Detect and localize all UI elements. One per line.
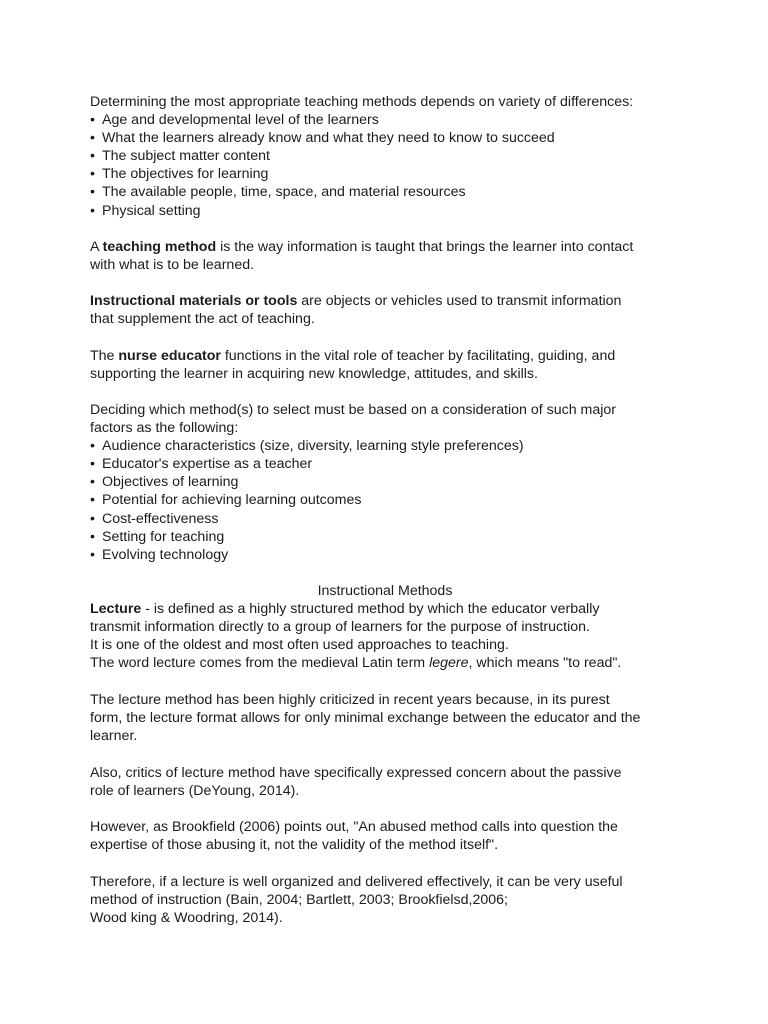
instructional-materials-text: are objects or vehicles used to transmit information	[297, 293, 622, 309]
therefore-line-3: Wood king & Woodring, 2014).	[90, 910, 283, 927]
factors-bullet-list	[90, 437, 680, 564]
lecture-term: Lecture	[90, 601, 142, 617]
teaching-method-text-2: with what is to be learned.	[90, 257, 255, 274]
list-item	[90, 546, 680, 564]
list-item-text: The available people, time, space, and material resources	[102, 184, 466, 201]
bullet-icon: •	[90, 112, 95, 129]
nurse-educator-term: nurse educator	[118, 348, 221, 364]
teaching-method-prefix: A	[90, 239, 103, 255]
deciding-line-2: factors as the following:	[90, 420, 239, 437]
nurse-educator-text-2: supporting the learner in acquiring new knowledge, attitudes, and skills.	[90, 366, 538, 383]
therefore-paragraph	[90, 873, 680, 927]
list-item-text: Physical setting	[102, 202, 201, 219]
teaching-method-term: teaching method	[102, 239, 217, 255]
list-item-text: Audience characteristics (size, diversity, learning style preferences)	[102, 438, 524, 455]
bullet-icon: •	[90, 492, 95, 509]
bullet-icon: •	[90, 456, 95, 473]
list-item	[90, 510, 680, 528]
brookfield-line-1: However, as Brookfield (2006) points out, "An abused method calls into question the	[90, 819, 618, 835]
criticized-line-1: The lecture method has been highly criticized in recent years because, in its purest	[90, 692, 610, 708]
legere-term: legere	[429, 655, 469, 672]
list-item	[90, 437, 680, 455]
lecture-text: - is defined as a highly structured method by which the educator verbally	[141, 601, 600, 617]
list-item-text: Setting for teaching	[102, 528, 225, 545]
nurse-educator-text: functions in the vital role of teacher by facilitating, guiding, and	[220, 348, 616, 364]
list-item-text: What the learners already know and what they need to know to succeed	[102, 130, 555, 147]
lecture-text-4: The word lecture comes from the medieval Latin term	[90, 655, 430, 672]
intro-line: Determining the most appropriate teaching methods depends on variety of differences:	[90, 94, 634, 110]
list-item-text: Evolving technology	[102, 546, 229, 563]
bullet-icon: •	[90, 166, 95, 183]
bullet-icon: •	[90, 510, 95, 527]
list-item	[90, 202, 680, 220]
section-heading: Instructional Methods	[317, 583, 453, 599]
list-item-text: The objectives for learning	[102, 166, 269, 183]
intro-bullet-list	[90, 111, 680, 220]
deciding-line-1: Deciding which method(s) to select must be based on a consideration of such major	[90, 402, 616, 418]
list-item-text: Educator's expertise as a teacher	[102, 456, 313, 473]
criticized-line-3: learner.	[90, 728, 138, 745]
critics-line-2: role of learners (DeYoung, 2014).	[90, 783, 300, 800]
instructional-materials-paragraph	[90, 292, 680, 328]
bullet-icon: •	[90, 148, 95, 165]
list-item	[90, 147, 680, 165]
brookfield-line-2: expertise of those abusing it, not the validity of the method itself".	[90, 837, 499, 854]
list-item	[90, 491, 680, 509]
bullet-icon: •	[90, 130, 95, 147]
critics-line-1: Also, critics of lecture method have specifically expressed concern about the passive	[90, 765, 622, 781]
criticized-line-2: form, the lecture format allows for only minimal exchange between the educator and the	[90, 710, 641, 727]
intro-section	[90, 93, 680, 220]
bullet-icon: •	[90, 438, 95, 455]
brookfield-paragraph	[90, 818, 680, 854]
list-item	[90, 183, 680, 201]
lecture-text-3: It is one of the oldest and most often used approaches to teaching.	[90, 637, 509, 654]
list-item-text: Objectives of learning	[102, 474, 239, 491]
list-item-text: Age and developmental level of the learners	[102, 112, 379, 129]
section-heading-block	[90, 582, 680, 600]
therefore-line-2: method of instruction (Bain, 2004; Bartlett, 2003; Brookfielsd,2006;	[90, 892, 508, 909]
bullet-icon: •	[90, 184, 95, 201]
bullet-icon: •	[90, 528, 95, 545]
nurse-educator-prefix: The	[90, 348, 119, 364]
instructional-materials-text-2: that supplement the act of teaching.	[90, 311, 315, 328]
teaching-method-text: is the way information is taught that brings the learner into contact	[216, 239, 634, 255]
list-item	[90, 111, 680, 129]
list-item	[90, 455, 680, 473]
list-item-text: The subject matter content	[102, 148, 270, 165]
list-item	[90, 528, 680, 546]
list-item	[90, 129, 680, 147]
bullet-icon: •	[90, 546, 95, 563]
list-item-text: Potential for achieving learning outcomes	[102, 492, 362, 509]
criticized-paragraph	[90, 691, 680, 745]
lecture-text-4-end: , which means "to read".	[468, 655, 622, 672]
teaching-method-paragraph	[90, 238, 680, 274]
deciding-section	[90, 401, 680, 564]
bullet-icon: •	[90, 202, 95, 219]
bullet-icon: •	[90, 474, 95, 491]
nurse-educator-paragraph	[90, 347, 680, 383]
lecture-text-2: transmit information directly to a group of learners for the purpose of instruction.	[90, 619, 590, 636]
list-item	[90, 165, 680, 183]
list-item	[90, 473, 680, 491]
lecture-paragraph	[90, 600, 680, 672]
critics-paragraph	[90, 764, 680, 800]
instructional-materials-term: Instructional materials or tools	[90, 293, 298, 309]
list-item-text: Cost-effectiveness	[102, 510, 219, 527]
therefore-line-1: Therefore, if a lecture is well organized and delivered effectively, it can be very useful	[90, 874, 623, 890]
